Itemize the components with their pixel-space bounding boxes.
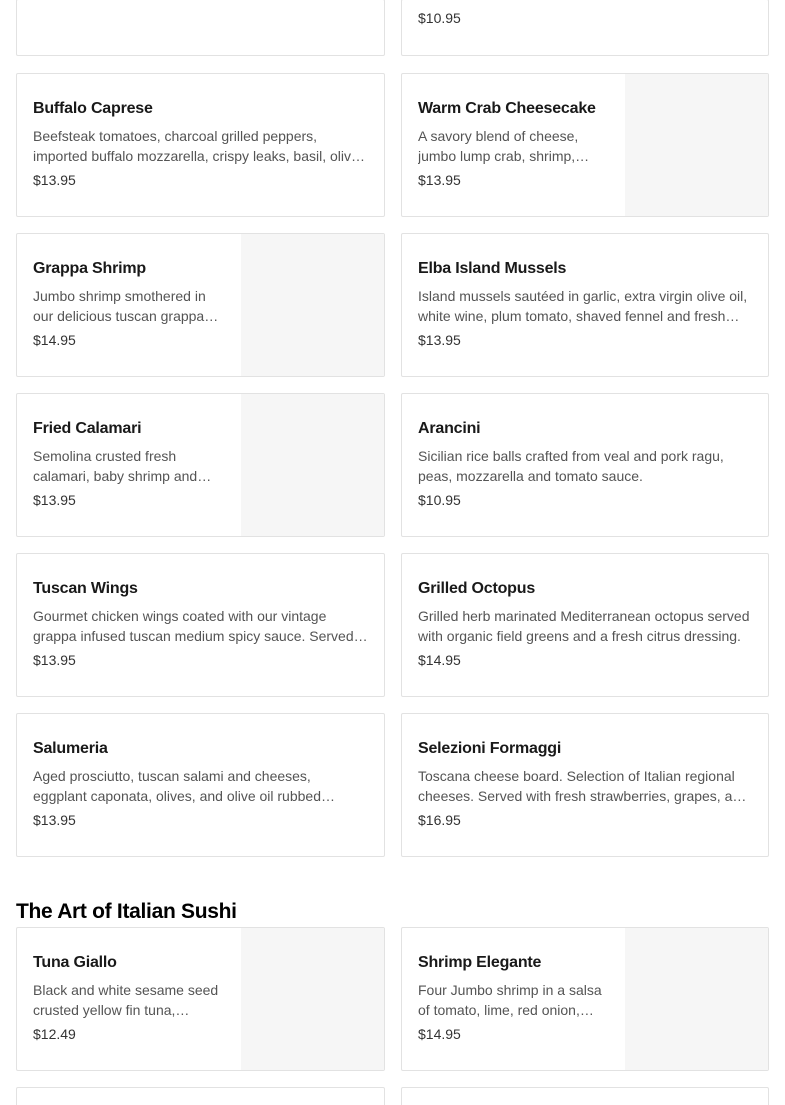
item-description: Gourmet chicken wings coated with our vintage grappa infused tuscan medium spicy sauce. Served [33, 608, 354, 644]
menu-item-body [402, 394, 768, 536]
item-price: $13.95 [33, 492, 76, 508]
item-price: $10.95 [418, 10, 461, 26]
menu-item-card[interactable] [16, 393, 385, 537]
item-price: $14.95 [33, 332, 76, 348]
item-description: Grilled herb marinated Mediterranean octopus served with organic field greens and a fresh citrus dressing. [418, 608, 750, 644]
item-image-placeholder [241, 394, 384, 536]
item-name: Selezioni Formaggi [418, 740, 562, 757]
item-description: Beefsteak tomatoes, charcoal grilled peppers, imported buffalo mozzarella, crispy leaks, basil, olive [33, 128, 359, 164]
menu-item-card[interactable] [401, 233, 769, 377]
item-name: Grilled Octopus [418, 580, 536, 597]
item-description: Four Jumbo shrimp in a salsa of tomato, lime, red onion, [418, 982, 602, 1018]
item-description: Semolina crusted fresh calamari, baby shrimp and [33, 448, 198, 484]
item-name: Salumeria [33, 740, 108, 757]
item-image-placeholder [625, 74, 768, 216]
item-name: Tuna Giallo [33, 954, 117, 971]
menu-item-card-partial-right[interactable] [401, 1087, 769, 1105]
item-description: Aged prosciutto, tuscan salami and cheeses, eggplant caponata, olives, and olive oil rubbed [33, 768, 321, 804]
item-price: $13.95 [33, 652, 76, 668]
menu-item-body [17, 714, 384, 856]
menu-item-body [17, 234, 241, 376]
item-price: $14.95 [418, 1026, 461, 1042]
item-name: Warm Crab Cheesecake [418, 100, 596, 117]
menu-item-body [17, 74, 384, 216]
section-title: The Art of Italian Sushi [16, 900, 237, 923]
menu-item-card[interactable] [401, 553, 769, 697]
menu-item-card[interactable] [16, 927, 385, 1071]
top-partial-row [16, 0, 769, 56]
item-price: $13.95 [33, 172, 76, 188]
item-image-placeholder [625, 928, 768, 1070]
menu-item-card-partial-left[interactable] [16, 0, 385, 56]
item-name: Arancini [418, 420, 481, 437]
item-price: $13.95 [418, 332, 461, 348]
menu-item-body [402, 74, 625, 216]
menu-item-body [17, 928, 241, 1070]
item-description: Island mussels sautéed in garlic, extra virgin olive oil, white wine, plum tomato, shaved fennel and fresh [418, 288, 748, 324]
menu-item-card[interactable] [401, 73, 769, 217]
item-description: Jumbo shrimp smothered in our delicious tuscan grappa [33, 288, 206, 324]
item-name: Grappa Shrimp [33, 260, 146, 277]
item-name: Elba Island Mussels [418, 260, 567, 277]
menu-item-card[interactable] [16, 713, 385, 857]
menu-item-card-partial-left[interactable] [16, 1087, 385, 1105]
item-description: Sicilian rice balls crafted from veal and pork ragu, peas, mozzarella and tomato sauce. [418, 448, 724, 484]
item-image-placeholder [241, 928, 384, 1070]
item-name: Fried Calamari [33, 420, 142, 437]
item-image-placeholder [241, 234, 384, 376]
menu-item-body [402, 234, 768, 376]
menu-item-body [402, 554, 768, 696]
menu-item-body [17, 554, 384, 696]
menu-item-card[interactable] [16, 553, 385, 697]
menu-item-card[interactable] [401, 713, 769, 857]
menu-item-card[interactable] [401, 927, 769, 1071]
item-price: $14.95 [418, 652, 461, 668]
item-description: A savory blend of cheese, jumbo lump crab, shrimp, [418, 128, 579, 164]
item-price: $12.49 [33, 1026, 76, 1042]
item-price: $13.95 [33, 812, 76, 828]
item-name: Buffalo Caprese [33, 100, 153, 117]
menu-item-card[interactable] [401, 393, 769, 537]
item-price: $16.95 [418, 812, 461, 828]
sushi-items-grid [16, 927, 769, 1071]
menu-items-grid [16, 73, 769, 857]
item-price: $10.95 [418, 492, 461, 508]
menu-item-body [402, 928, 625, 1070]
menu-item-body [402, 714, 768, 856]
bottom-partial-row [16, 1087, 769, 1105]
menu-item-card[interactable] [16, 73, 385, 217]
menu-item-card[interactable] [16, 233, 385, 377]
item-description: Toscana cheese board. Selection of Italian regional cheeses. Served with fresh strawberries, grapes, and [418, 768, 748, 804]
item-description: Black and white sesame seed crusted yellow fin tuna, [33, 982, 219, 1018]
item-name: Shrimp Elegante [418, 954, 542, 971]
item-name: Tuscan Wings [33, 580, 138, 597]
item-price: $13.95 [418, 172, 461, 188]
menu-item-body [17, 394, 241, 536]
